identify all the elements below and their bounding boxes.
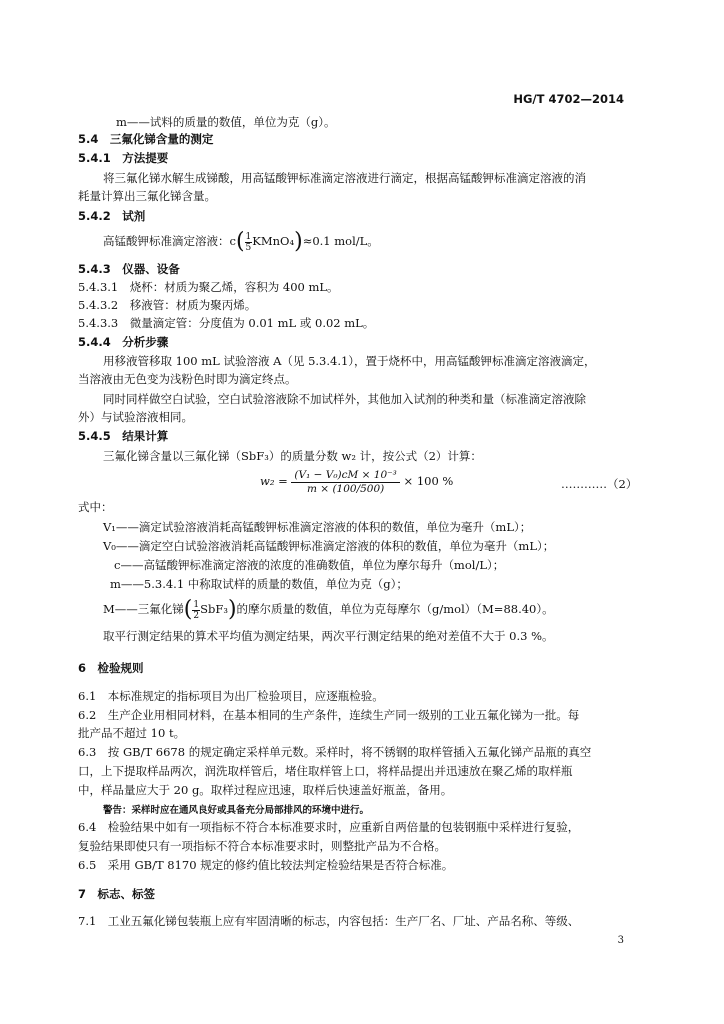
v1-definition: V₁——滴定试验溶液消耗高锰酸钾标准滴定溶液的体积的数值，单位为毫升（mL）； xyxy=(103,520,532,534)
section-5-4-3-heading: 5.4.3 仪器、设备 xyxy=(78,262,180,276)
section-5-4-5-heading: 5.4.5 结果计算 xyxy=(78,429,169,443)
reagent-formula: KMnO₄ xyxy=(252,234,295,248)
formula-denominator: m × (100/500) xyxy=(307,482,385,495)
m-sample-definition: m——5.3.4.1 中称取试样的质量的数值，单位为克（g）； xyxy=(110,577,408,591)
formula-lhs: w₂ = xyxy=(260,474,288,488)
m-definition: m——试料的质量的数值，单位为克（g）。 xyxy=(116,115,336,129)
item-5-4-3-1: 5.4.3.1 烧杯：材质为聚乙烯，容积为 400 mL。 xyxy=(78,280,339,294)
paragraph-5-4-4-line2: 当溶液由无色变为浅粉色时即为滴定终点。 xyxy=(78,372,297,386)
molar-mass-fraction-numerator: 1 xyxy=(193,599,200,610)
formula-rhs: × 100 % xyxy=(403,474,454,488)
paragraph-5-4-4-line3: 同时同样做空白试验，空白试验溶液除不加试样外，其他加入试剂的种类和量（标准滴定溶液除 xyxy=(103,392,586,406)
molar-mass-fraction xyxy=(192,600,200,621)
formula-2 xyxy=(260,466,453,496)
section-5-4-1-heading: 5.4.1 方法提要 xyxy=(78,151,169,165)
section-7-heading: 7 标志、标签 xyxy=(78,887,156,901)
formula-numerator: (V₁ − V₀)cM × 10⁻³ xyxy=(291,469,399,483)
paragraph-5-4-4-line1: 用移液管移取 100 mL 试验溶液 A（见 5.3.4.1），置于烧杯中，用高锰酸钾标准滴定溶液滴定， xyxy=(103,354,596,368)
clause-6-2-line1: 6.2 生产企业用相同材料，在基本相同的生产条件，连续生产同一级别的工业五氟化锑为一批。每 xyxy=(78,708,580,722)
paragraph-5-4-4-line4: 外）与试验溶液相同。 xyxy=(78,410,193,424)
page-number: 3 xyxy=(617,935,624,946)
formula-number: …………（2） xyxy=(561,477,638,491)
clause-7-1-line1: 7.1 工业五氟化锑包装瓶上应有牢固清晰的标志，内容包括：生产厂名、厂址、产品名称、等级、 xyxy=(78,914,580,928)
item-5-4-3-3: 5.4.3.3 微量滴定管：分度值为 0.01 mL 或 0.02 mL。 xyxy=(78,316,375,330)
section-5-4-heading: 5.4 三氟化锑含量的测定 xyxy=(78,132,214,146)
reagent-concentration: ≈0.1 mol/L。 xyxy=(302,234,379,248)
section-5-4-4-heading: 5.4.4 分析步骤 xyxy=(78,335,169,349)
reagent-text: 高锰酸钾标准滴定溶液：c xyxy=(103,234,236,248)
paragraph-5-4-1-line2: 耗量计算出三氟化锑含量。 xyxy=(78,189,216,203)
reagent-line: 高锰酸钾标准滴定溶液：c( $\frac{1}{5}$ KMnO₄)≈0.1 mol/L。 xyxy=(103,229,379,254)
reagent-fraction-denominator: 5 xyxy=(245,242,252,253)
where-label: 式中： xyxy=(78,500,113,514)
molar-mass-prefix: M——三氟化锑 xyxy=(103,602,184,616)
sampling-warning: 警告：采样时应在通风良好或具备充分局部排风的环境中进行。 xyxy=(103,805,370,816)
paragraph-5-4-1-line1: 将三氟化锑水解生成锑酸，用高锰酸钾标准滴定溶液进行滴定，根据高锰酸钾标准滴定溶液的消 xyxy=(103,171,586,185)
clause-6-4-line1: 6.4 检验结果中如有一项指标不符合本标准要求时，应重新自两倍量的包装钢瓶中采样进行复验， xyxy=(78,820,580,834)
clause-6-4-line2: 复验结果即使只有一项指标不符合本标准要求时，则整批产品为不合格。 xyxy=(78,839,446,853)
clause-6-2-line2: 批产品不超过 10 t。 xyxy=(78,726,186,740)
clause-6-3-line2: 口，上下提取样品两次，润洗取样管后，堵住取样管上口，将样品提出并迅速放在聚乙烯的取样瓶 xyxy=(78,764,573,778)
formula-fraction xyxy=(291,469,399,496)
molar-mass-formula: SbF₃ xyxy=(200,602,228,616)
molar-mass-suffix: 的摩尔质量的数值，单位为克每摩尔（g/mol）（M=88.40）。 xyxy=(236,602,554,616)
c-definition: c——高锰酸钾标准滴定溶液的浓度的准确数值，单位为摩尔每升（mol/L）； xyxy=(114,558,505,572)
clause-6-5: 6.5 采用 GB/T 8170 规定的修约值比较法判定检验结果是否符合标准。 xyxy=(78,858,454,872)
molar-mass-definition: M——三氟化锑( $\frac{1}{2}$ SbF₃)的摩尔质量的数值，单位为克每摩尔（g/mol）（M=88.40）。 xyxy=(103,597,554,622)
paragraph-5-4-5-line1: 三氟化锑含量以三氟化锑（SbF₃）的质量分数 w₂ 计，按公式（2）计算： xyxy=(103,449,482,463)
v0-definition: V₀——滴定空白试验溶液消耗高锰酸钾标准滴定溶液的体积的数值，单位为毫升（mL）； xyxy=(103,539,555,553)
clause-6-3-line1: 6.3 按 GB/T 6678 的规定确定采样单元数。采样时，将不锈钢的取样管插入五氟化锑产品瓶的真空 xyxy=(78,745,592,759)
item-5-4-3-2: 5.4.3.2 移液管：材质为聚丙烯。 xyxy=(78,298,257,312)
clause-6-3-line3: 中，样品量应大于 20 g。取样过程应迅速，取样后快速盖好瓶盖，备用。 xyxy=(78,783,453,797)
section-6-heading: 6 检验规则 xyxy=(78,661,144,675)
reagent-fraction-numerator: 1 xyxy=(245,231,252,242)
average-result-paragraph: 取平行测定结果的算术平均值为测定结果，两次平行测定结果的绝对差值不大于 0.3 %。 xyxy=(103,629,554,643)
clause-6-1: 6.1 本标准规定的指标项目为出厂检验项目，应逐瓶检验。 xyxy=(78,689,384,703)
section-5-4-2-heading: 5.4.2 试剂 xyxy=(78,209,146,223)
molar-mass-fraction-denominator: 2 xyxy=(193,610,200,621)
standard-code-header: HG/T 4702—2014 xyxy=(513,92,624,106)
